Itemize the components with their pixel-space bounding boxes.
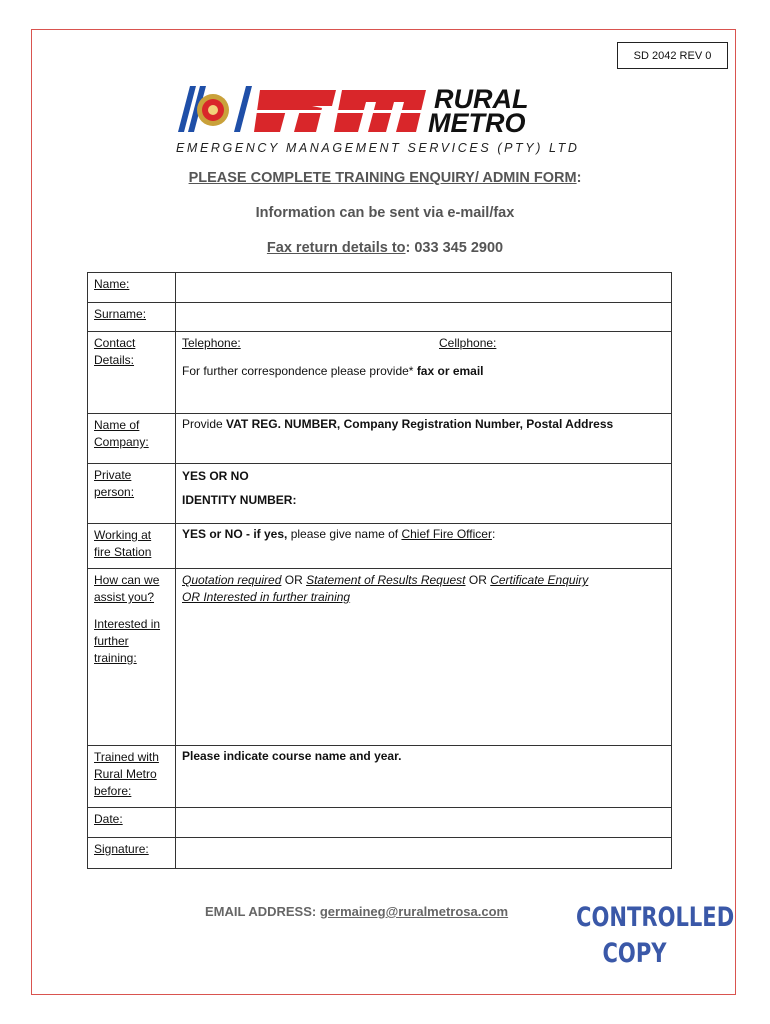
row-company <box>88 414 672 464</box>
further-training-option[interactable]: OR Interested in further training <box>182 590 351 604</box>
company-provide: Provide <box>182 417 223 431</box>
form-title-colon: : <box>576 170 582 186</box>
private-label: Private person: <box>88 464 176 524</box>
or-1: OR <box>284 573 303 587</box>
surname-field[interactable] <box>176 303 672 332</box>
contact-label: Contact Details: <box>88 332 176 414</box>
private-yes-no: YES OR NO <box>182 469 249 483</box>
signature-label: Signature: <box>88 838 176 869</box>
correspondence-text: For further correspondence please provide* <box>182 364 414 378</box>
trained-label: Trained with Rural Metro before: <box>88 746 176 808</box>
identity-number-label: IDENTITY NUMBER: <box>182 493 297 507</box>
enquiry-form-table <box>87 272 672 869</box>
interested-label: Interested in further training: <box>94 617 161 665</box>
date-field[interactable] <box>176 808 672 838</box>
fax-details <box>0 240 770 256</box>
row-trained <box>88 746 672 808</box>
company-requirements: VAT REG. NUMBER, Company Registration Number, Postal Address <box>226 417 614 431</box>
fire-emblem-icon <box>197 94 229 126</box>
row-private <box>88 464 672 524</box>
trained-instruction: Please indicate course name and year. <box>182 749 402 763</box>
logo-rural-text: RURAL <box>434 86 529 114</box>
controlled-copy-stamp <box>576 900 735 972</box>
row-name <box>88 273 672 303</box>
surname-label: Surname: <box>88 303 176 332</box>
stamp-line-2: COPY <box>602 938 667 969</box>
stamp-line-1: CONTROLLED <box>576 902 735 933</box>
contact-field[interactable] <box>176 332 672 414</box>
fire-yes-no: YES or NO - if yes, <box>182 527 288 541</box>
rm-white-cut <box>256 110 436 113</box>
quotation-option[interactable]: Quotation required <box>182 573 282 587</box>
telephone-label: Telephone: <box>182 336 241 350</box>
company-label: Name of Company: <box>88 414 176 464</box>
fire-station-label: Working at fire Station <box>88 524 176 569</box>
logo-tagline: EMERGENCY MANAGEMENT SERVICES (PTY) LTD <box>176 141 580 155</box>
certificate-option[interactable]: Certificate Enquiry <box>490 573 589 587</box>
email-label: EMAIL ADDRESS: <box>205 904 317 919</box>
name-field[interactable] <box>176 273 672 303</box>
logo-metro-text: METRO <box>428 108 526 138</box>
correspondence-bold: fax or email <box>416 364 484 378</box>
row-contact <box>88 332 672 414</box>
assist-field[interactable] <box>176 569 672 746</box>
name-label: Name: <box>88 273 176 303</box>
row-signature <box>88 838 672 869</box>
email-line <box>205 904 508 919</box>
trained-field[interactable] <box>176 746 672 808</box>
assist-label-cell <box>88 569 176 746</box>
signature-field[interactable] <box>176 838 672 869</box>
fax-number: : 033 345 2900 <box>405 240 504 256</box>
row-assist <box>88 569 672 746</box>
or-2: OR <box>468 573 487 587</box>
fire-station-field[interactable] <box>176 524 672 569</box>
date-label: Date: <box>88 808 176 838</box>
company-field[interactable] <box>176 414 672 464</box>
chief-fire-officer: Chief Fire Officer <box>401 527 492 541</box>
statement-option[interactable]: Statement of Results Request <box>306 573 466 587</box>
form-title-text: PLEASE COMPLETE TRAINING ENQUIRY/ ADMIN FORM <box>188 170 577 186</box>
private-field[interactable] <box>176 464 672 524</box>
form-subtitle: Information can be sent via e-mail/fax <box>255 205 515 221</box>
fax-label: Fax return details to <box>266 240 406 256</box>
fire-colon: : <box>491 527 496 541</box>
assist-label: How can we assist you? <box>94 573 160 604</box>
document-code: SD 2042 REV 0 <box>617 42 728 69</box>
email-address-link[interactable]: germaineg@ruralmetrosa.com <box>319 904 509 919</box>
row-date <box>88 808 672 838</box>
fire-text: please give name of <box>290 527 399 541</box>
row-fire-station <box>88 524 672 569</box>
form-title <box>0 170 770 186</box>
row-surname <box>88 303 672 332</box>
cellphone-label: Cellphone: <box>439 336 497 350</box>
